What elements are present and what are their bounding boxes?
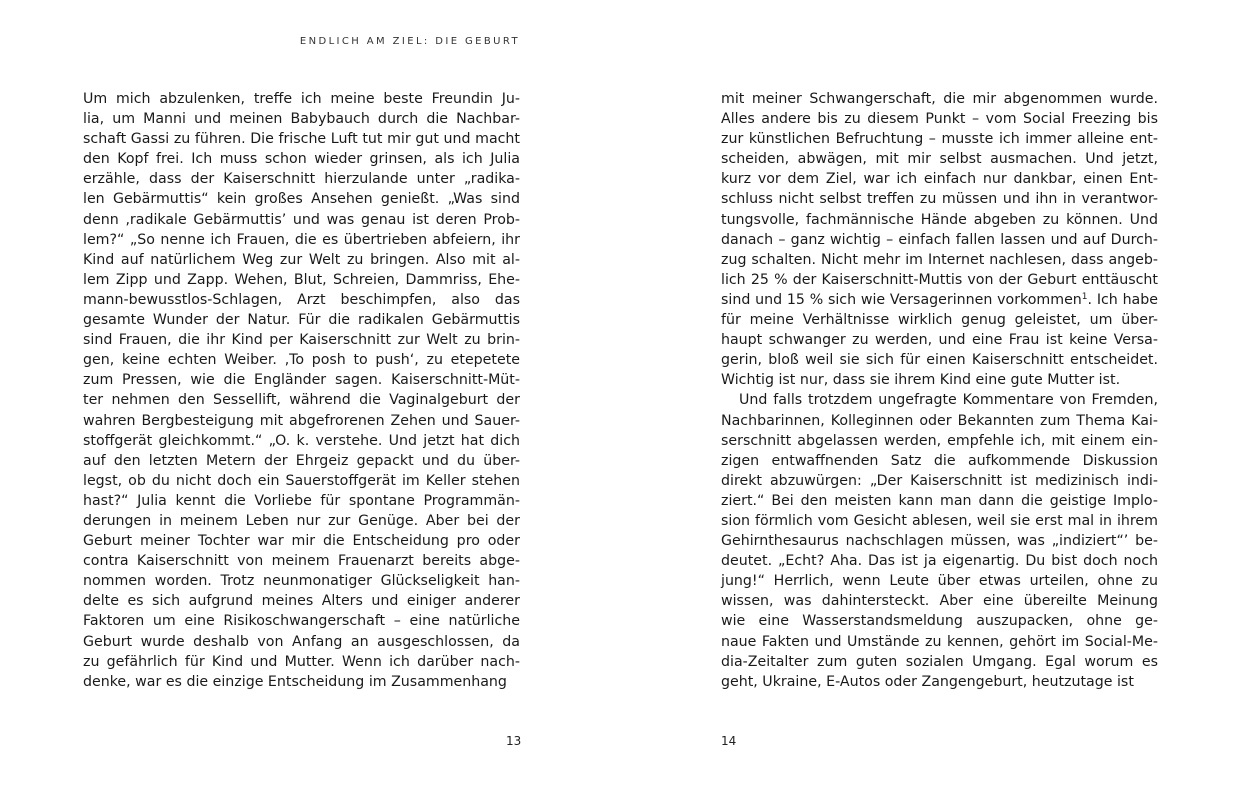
text-line: Und falls trotzdem ungefragte Kommentare von Fremden, [739, 392, 1158, 409]
text-line: wissen, was dahintersteckt. Aber eine übereilte Meinung [721, 593, 1158, 610]
text-line: denke, war es die einzige Entscheidung im Zusammenhang [83, 673, 507, 690]
text-line: len Gebärmuttis“ kein großes Ansehen genießt. „Was sind [83, 191, 520, 208]
text-line: schaft Gassi zu führen. Die frische Luft tut mir gut und macht [83, 131, 520, 148]
text-line: auf den letzten Metern der Ehrgeiz gepackt und du über- [83, 452, 520, 469]
text-line: schluss nicht selbst treffen zu müssen und ihn in verantwor- [721, 191, 1158, 208]
text-line: mit meiner Schwangerschaft, die mir abgenommen wurde. [721, 91, 1158, 107]
text-line: jung!“ Herrlich, wenn Leute über etwas urteilen, ohne zu [721, 573, 1158, 590]
text-line: zu gefährlich für Kind und Mutter. Wenn ich darüber nach- [83, 653, 520, 670]
running-head: ENDLICH AM ZIEL: DIE GEBURT [299, 36, 520, 47]
text-line: Faktoren um eine Risikoschwangerschaft – eine natürliche [83, 613, 520, 630]
text-line: sion förmlich vom Gesicht ablesen, weil sie erst mal in ihrem [721, 512, 1158, 529]
text-line: Nachbarinnen, Kolleginnen oder Bekannten zum Thema Kai- [721, 412, 1158, 429]
text-line: Geburt meiner Tochter war mir die Entscheidung pro oder [83, 533, 520, 550]
text-line: zur künstlichen Befruchtung – musste ich immer alleine ent- [721, 131, 1158, 148]
text-line: lich 25 % der Kaiserschnitt-Muttis von der Geburt enttäuscht [721, 271, 1158, 288]
text-line: danach – ganz wichtig – einfach fallen lassen und auf Durch- [721, 231, 1158, 248]
text-line: stoffgerät gleichkommt.“ „O. k. verstehe. Und jetzt hat dich [83, 432, 520, 449]
text-line: dia-Zeitalter zum guten sozialen Umgang. Egal worum es [721, 653, 1158, 670]
text-line: kurz vor dem Ziel, war ich einfach nur dankbar, einen Ent- [721, 171, 1158, 188]
text-line-start: sind und 15 % sich wie Versagerinnen vorkommen [721, 291, 1082, 308]
text-line: den Kopf frei. Ich muss schon wieder grinsen, als ich Julia [83, 151, 520, 168]
text-line: contra Kaiserschnitt von meinem Frauenarzt bereits abge- [83, 553, 520, 570]
text-line: lia, um Manni und meinen Babybauch durch die Nachbar- [83, 111, 520, 128]
text-line-tail: . Ich habe [1087, 291, 1158, 308]
text-line: scheiden, abwägen, mit mir selbst ausmachen. Und jetzt, [721, 151, 1158, 168]
text-line: ter nehmen den Sessellift, während die Vaginalgeburt der [83, 392, 520, 409]
text-line: mann-bewusstlos-Schlagen, Arzt beschimpfen, also das [83, 291, 520, 308]
text-line: delte es sich aufgrund meines Alters und einiger anderer [83, 593, 520, 610]
text-line: erzähle, dass der Kaiserschnitt hierzulande unter „radika- [83, 171, 520, 188]
footnote-marker: 1 [1081, 291, 1088, 302]
text-line: Wichtig ist nur, dass sie ihrem Kind eine gute Mutter ist. [721, 372, 1121, 389]
text-line: tungsvolle, fachmännische Hände abgeben zu können. Und [721, 211, 1158, 228]
text-line: haupt schwanger zu werden, und eine Frau ist keine Versa- [721, 332, 1158, 349]
text-line: Alles andere bis zu diesem Punkt – vom Social Freezing bis [721, 111, 1158, 128]
text-line: lem Zipp und Zapp. Wehen, Blut, Schreien, Dammriss, Ehe- [83, 271, 520, 288]
text-line: Um mich abzulenken, treffe ich meine beste Freundin Ju- [83, 91, 520, 107]
text-line: deutet. „Echt? Aha. Das ist ja eigenartig. Du bist doch noch [721, 553, 1158, 570]
text-line: naue Fakten und Umstände zu kennen, gehört im Social-Me- [721, 633, 1158, 650]
text-line: nommen worden. Trotz neunmonatiger Glückseligkeit han- [83, 573, 520, 590]
text-line: derungen in meinem Leben nur zur Genüge. Aber bei der [83, 512, 520, 529]
text-line: gesamte Wunder der Natur. Für die radikalen Gebärmuttis [83, 312, 520, 329]
text-line: gerin, bloß weil sie sich für einen Kaiserschnitt entscheidet. [721, 352, 1158, 369]
text-line: Geburt wurde deshalb von Anfang an ausgeschlossen, da [83, 633, 520, 650]
text-line: zum Pressen, wie die Engländer sagen. Kaiserschnitt-Müt- [83, 372, 520, 389]
text-line: zug schalten. Nicht mehr im Internet nachlesen, dass angeb- [721, 251, 1158, 268]
text-line: für meine Verhältnisse wirklich genug geleistet, um über- [721, 312, 1158, 329]
right-page [620, 0, 1240, 797]
text-line: denn ‚radikale Gebärmuttis’ und was genau ist deren Prob- [83, 211, 520, 228]
page-number-right: 14 [721, 734, 737, 748]
text-line: zigen entwaffnenden Satz die aufkommende Diskussion [721, 452, 1158, 469]
text-line: lem?“ „So nenne ich Frauen, die es übertrieben abfeiern, ihr [83, 231, 520, 248]
text-line: Gehirnthesaurus nachschlagen müssen, was „indiziert“’ be- [721, 533, 1158, 550]
left-body-text [83, 89, 520, 692]
text-line: Kind auf natürlichem Weg zur Welt zu bringen. Also mit al- [83, 251, 520, 268]
text-line: direkt abzuwürgen: „Der Kaiserschnitt ist medizinisch indi- [721, 472, 1158, 489]
text-line: serschnitt abgelassen werden, empfehle ich, mit einem ein- [721, 432, 1158, 449]
text-line: ziert.“ Bei den meisten kann man dann die geistige Implo- [721, 492, 1158, 509]
text-line [721, 290, 1158, 310]
text-line: wie eine Wasserstandsmeldung auszupacken, ohne ge- [721, 613, 1158, 630]
text-line: hast?“ Julia kennt die Vorliebe für spontane Programmän- [83, 492, 520, 509]
text-line: geht, Ukraine, E-Autos oder Zangengeburt, heutzutage ist [721, 673, 1134, 690]
right-body-text [721, 89, 1158, 692]
text-line: legst, ob du nicht doch ein Sauerstoffgerät im Keller stehen [83, 472, 520, 489]
page-number-left: 13 [506, 734, 522, 748]
text-line: gen, keine echten Weiber. ‚To posh to push‘, zu etepetete [83, 352, 520, 369]
text-line: wahren Bergbesteigung mit abgefrorenen Zehen und Sauer- [83, 412, 520, 429]
text-line: sind Frauen, die ihr Kind per Kaiserschnitt zur Welt zu brin- [83, 332, 520, 349]
